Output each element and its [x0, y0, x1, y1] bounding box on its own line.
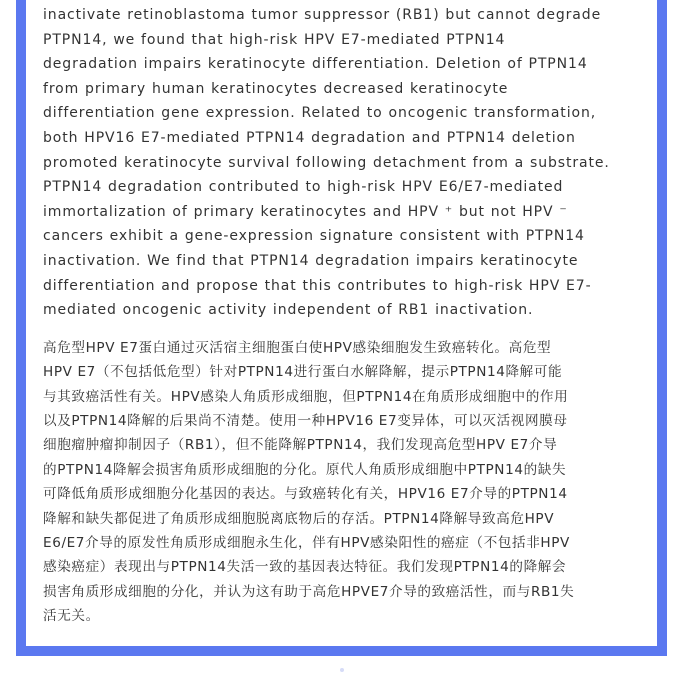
english-line: both HPV16 E7-mediated PTPN14 degradation and PTPN14 deletion — [43, 129, 576, 146]
chinese-line: 高危型HPV E7蛋白通过灭活宿主细胞蛋白使HPV感染细胞发生致癌转化。高危型 — [43, 339, 552, 356]
english-line: PTPN14 degradation contributed to high-risk HPV E6/E7-mediated — [43, 179, 564, 196]
english-line: inactivation. We find that PTPN14 degradation impairs keratinocyte — [43, 252, 579, 269]
chinese-line: 细胞瘤肿瘤抑制因子（RB1），但不能降解PTPN14，我们发现高危型HPV E7介导 — [43, 437, 558, 454]
chinese-line: 感染癌症）表现出与PTPN14失活一致的基因表达特征。我们发现PTPN14的降解会 — [43, 559, 567, 576]
chinese-line: HPV E7（不包括低危型）针对PTPN14进行蛋白水解降解，提示PTPN14降解可能 — [43, 364, 563, 381]
chinese-line: 与其致癌活性有关。HPV感染人角质形成细胞，但PTPN14在角质形成细胞中的作用 — [43, 388, 569, 405]
english-line: mediated oncogenic activity independent of RB1 inactivation. — [43, 302, 534, 319]
english-line: immortalization of primary keratinocytes and HPV ⁺ but not HPV ⁻ — [43, 203, 568, 220]
english-line: differentiation gene expression. Related to oncogenic transformation, — [43, 105, 597, 122]
english-line: cancers exhibit a gene-expression signature consistent with PTPN14 — [43, 228, 585, 245]
english-line: PTPN14, we found that high-risk HPV E7-mediated PTPN14 — [43, 31, 506, 48]
english-line: differentiation and propose that this contributes to high-risk HPV E7- — [43, 277, 592, 294]
english-line: from primary human keratinocytes decreased keratinocyte — [43, 80, 509, 97]
chinese-abstract-paragraph — [43, 336, 641, 629]
english-line: degradation impairs keratinocyte differentiation. Deletion of PTPN14 — [43, 56, 588, 73]
english-abstract-paragraph — [43, 3, 641, 323]
english-line: promoted keratinocyte survival following detachment from a substrate. — [43, 154, 610, 171]
chinese-line: 可降低角质形成细胞分化基因的表达。与致癌转化有关，HPV16 E7介导的PTPN14 — [43, 486, 568, 503]
decorative-dot — [340, 668, 344, 672]
content-card — [26, 0, 657, 646]
chinese-line: 以及PTPN14降解的后果尚不清楚。使用一种HPV16 E7变异体，可以灭活视网膜母 — [43, 412, 568, 429]
chinese-line: 降解和缺失都促进了角质形成细胞脱离底物后的存活。PTPN14降解导致高危HPV — [43, 510, 555, 527]
english-line: inactivate retinoblastoma tumor suppressor (RB1) but cannot degrade — [43, 7, 602, 23]
chinese-line: 的PTPN14降解会损害角质形成细胞的分化。原代人角质形成细胞中PTPN14的缺失 — [43, 461, 567, 478]
content-frame — [16, 0, 667, 656]
chinese-line: 活无关。 — [43, 608, 100, 625]
chinese-line: 损害角质形成细胞的分化，并认为这有助于高危HPVE7介导的致癌活性，而与RB1失 — [43, 583, 575, 600]
chinese-line: E6/E7介导的原发性角质形成细胞永生化，伴有HPV感染阳性的癌症（不包括非HPV — [43, 534, 570, 551]
